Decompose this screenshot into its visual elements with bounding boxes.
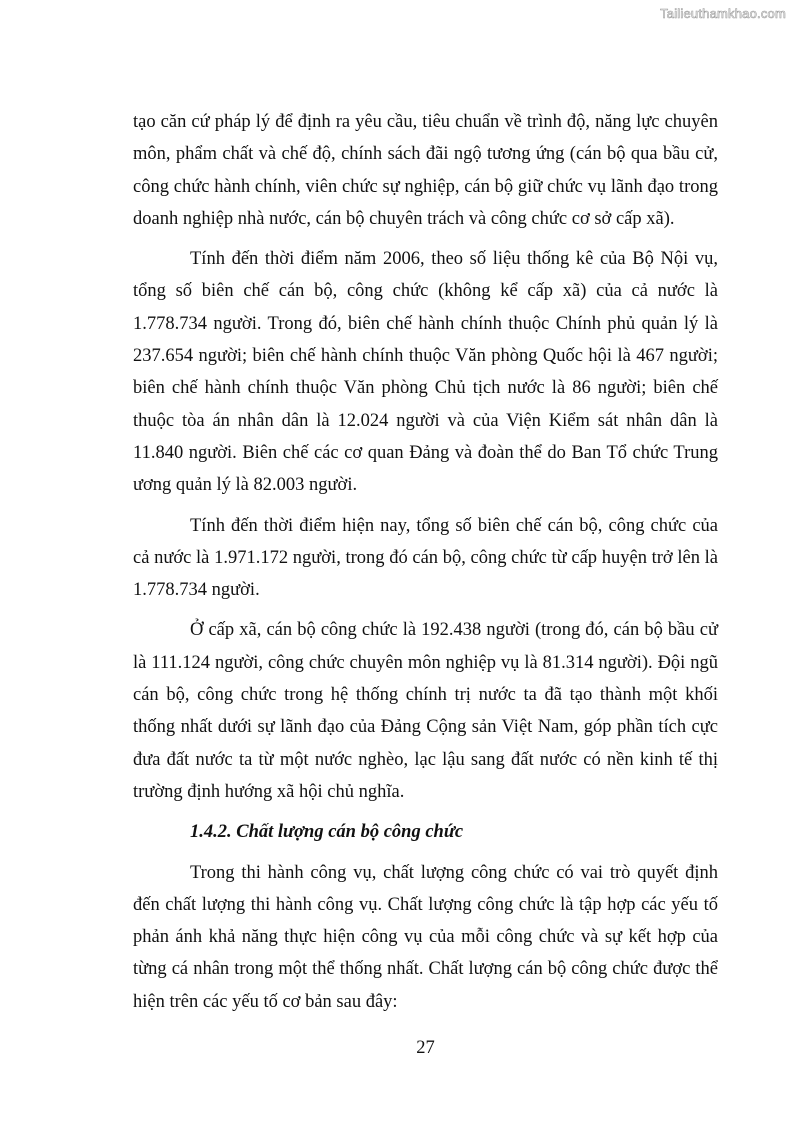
section-heading: 1.4.2. Chất lượng cán bộ công chức	[190, 822, 464, 843]
paragraph-continuation: tạo căn cứ pháp lý để định ra yêu cầu, tiêu chuẩn về trình độ, năng lực chuyên môn, phẩm chất và chế độ, chính sách đãi ngộ tương ứng (cán bộ qua bầu cử, công chức hành chính, viên chức sự nghiệp, cán bộ giữ chức vụ lãnh đạo trong doanh nghiệp nhà nước, cán bộ chuyên trách và công chức cơ sở cấp xã).	[133, 112, 718, 229]
paragraph-current-staffing: Tính đến thời điểm hiện nay, tổng số biên chế cán bộ, công chức của cả nước là 1.971.172 người, trong đó cán bộ, công chức từ cấp huyện trở lên là 1.778.734 người.	[133, 515, 718, 601]
document-body	[133, 106, 718, 1018]
page-number: 27	[416, 1038, 435, 1058]
paragraph-commune-level: Ở cấp xã, cán bộ công chức là 192.438 người (trong đó, cán bộ bầu cử là 111.124 người, công chức chuyên môn nghiệp vụ là 81.314 người). Đội ngũ cán bộ, công chức trong hệ thống chính trị nước ta đã tạo thành một khối thống nhất dưới sự lãnh đạo của Đảng Cộng sản Việt Nam, góp phần tích cực đưa đất nước ta từ một nước nghèo, lạc lậu sang đất nước có nền kinh tế thị trường định hướng xã hội chủ nghĩa.	[133, 620, 718, 802]
watermark-text: Tailieuthamkhao.com	[660, 6, 786, 21]
paragraph-civil-servant-quality: Trong thi hành công vụ, chất lượng công chức có vai trò quyết định đến chất lượng thi hành công vụ. Chất lượng công chức là tập hợp các yếu tố phản ánh khả năng thực hiện công vụ của mỗi công chức và sự kết hợp của từng cá nhân trong một thể thống nhất. Chất lượng cán bộ công chức được thể hiện trên các yếu tố cơ bản sau đây:	[133, 862, 718, 1012]
paragraph-staffing-2006: Tính đến thời điểm năm 2006, theo số liệu thống kê của Bộ Nội vụ, tổng số biên chế cán bộ, công chức (không kể cấp xã) của cả nước là 1.778.734 người. Trong đó, biên chế hành chính thuộc Chính phủ quản lý là 237.654 người; biên chế hành chính thuộc Văn phòng Quốc hội là 467 người; biên chế hành chính thuộc Văn phòng Chủ tịch nước là 86 người; biên chế thuộc tòa án nhân dân là 12.024 người và của Viện Kiểm sát nhân dân là 11.840 người. Biên chế các cơ quan Đảng và đoàn thể do Ban Tổ chức Trung ương quản lý là 82.003 người.	[133, 249, 718, 496]
